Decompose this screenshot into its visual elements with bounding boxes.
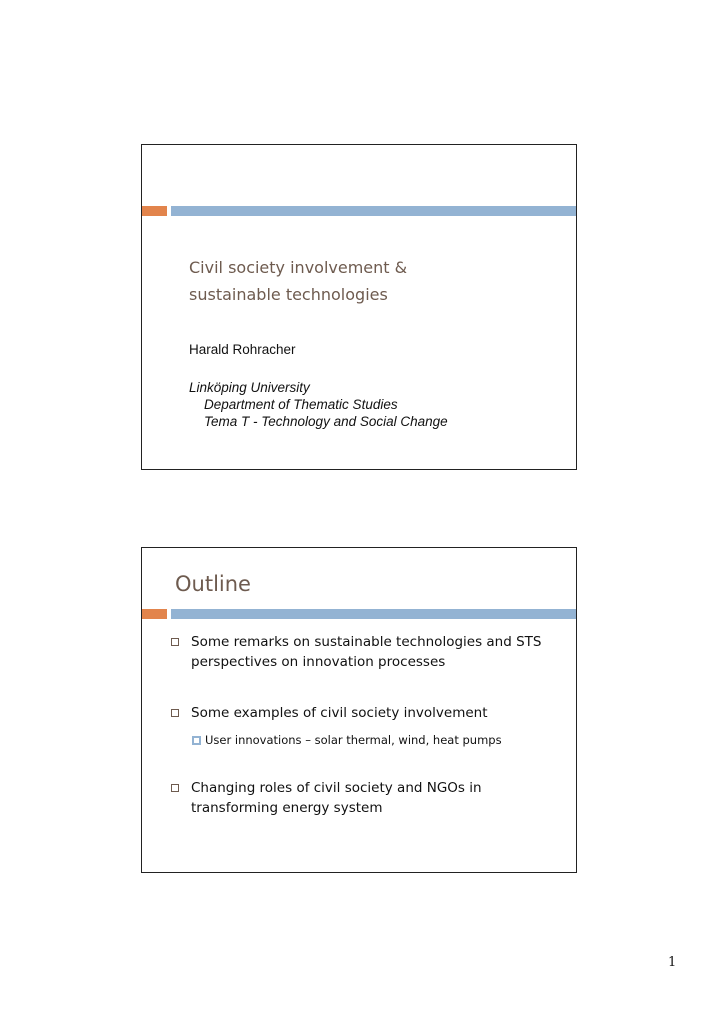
accent-bar-blue — [171, 609, 576, 619]
page-number: 1 — [668, 955, 677, 970]
list-item — [169, 632, 564, 672]
accent-bar-orange — [142, 609, 167, 619]
bullet-text: perspectives on innovation processes — [191, 654, 446, 670]
affiliation — [189, 379, 448, 430]
title-line-2: sustainable technologies — [189, 285, 388, 304]
bullet-list — [169, 632, 564, 818]
sub-list-item — [169, 732, 564, 748]
bullet-text: Some remarks on sustainable technologies and STS — [191, 634, 542, 650]
bullet-text: transforming energy system — [191, 800, 383, 816]
accent-bar-orange — [142, 206, 167, 216]
unit: Tema T - Technology and Social Change — [204, 414, 448, 429]
sub-bullet-square-icon — [192, 736, 201, 745]
bullet-text: Some examples of civil society involvement — [191, 705, 488, 721]
list-item — [169, 778, 564, 818]
bullet-square-icon — [171, 784, 179, 792]
slide-title-text — [189, 254, 559, 308]
bullet-text: Changing roles of civil society and NGOs in — [191, 780, 482, 796]
list-item — [169, 703, 564, 723]
bullet-square-icon — [171, 638, 179, 646]
university: Linköping University — [189, 380, 310, 395]
sub-bullet-text: User innovations – solar thermal, wind, heat pumps — [205, 733, 502, 747]
accent-bar-blue — [171, 206, 576, 216]
bullet-square-icon — [171, 709, 179, 717]
slide-outline — [141, 547, 577, 873]
department: Department of Thematic Studies — [204, 397, 398, 412]
slide-title — [141, 144, 577, 470]
title-line-1: Civil society involvement & — [189, 258, 408, 277]
outline-title: Outline — [175, 572, 251, 596]
author-name: Harald Rohracher — [189, 342, 296, 357]
